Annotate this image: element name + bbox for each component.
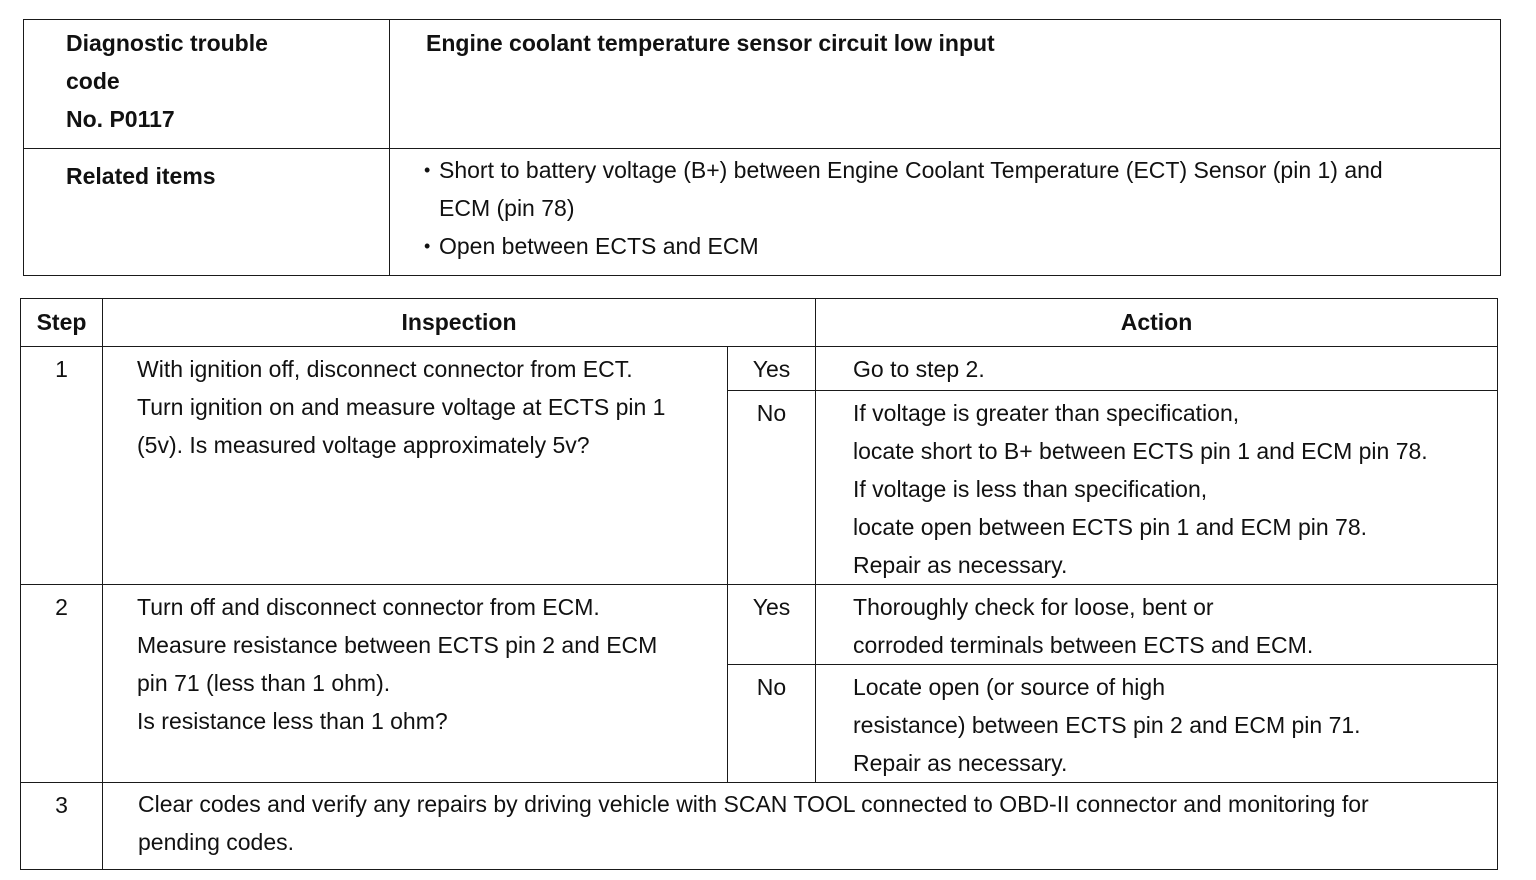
step-inspection bbox=[103, 783, 1498, 870]
step-number: 2 bbox=[21, 585, 103, 783]
step-row-2-yes bbox=[21, 585, 1498, 665]
related-items-list bbox=[390, 149, 1501, 276]
column-header-step: Step bbox=[21, 299, 103, 347]
inspection-line: Turn ignition on and measure voltage at ECTS pin 1 bbox=[137, 394, 666, 420]
dtc-header-table bbox=[23, 19, 1501, 276]
yes-action bbox=[816, 347, 1498, 391]
inspection-line: Turn off and disconnect connector from ECM. bbox=[137, 594, 600, 620]
step-number: 3 bbox=[21, 783, 103, 870]
dtc-description bbox=[390, 20, 1501, 149]
dtc-row bbox=[24, 20, 1501, 149]
step-inspection bbox=[103, 347, 728, 585]
no-label: No bbox=[728, 665, 816, 783]
dtc-code-line: No. P0117 bbox=[66, 106, 175, 132]
action-line: locate open between ECTS pin 1 and ECM pin 78. bbox=[853, 514, 1368, 540]
step-inspection bbox=[103, 585, 728, 783]
inspection-line: pin 71 (less than 1 ohm). bbox=[137, 670, 391, 696]
related-items-label: Related items bbox=[66, 163, 216, 189]
related-item-line: ECM (pin 78) bbox=[439, 195, 575, 221]
yes-label: Yes bbox=[728, 585, 816, 665]
action-line: Repair as necessary. bbox=[853, 552, 1068, 578]
dtc-description-text: Engine coolant temperature sensor circuit low input bbox=[426, 30, 995, 56]
inspection-line: Measure resistance between ECTS pin 2 and ECM bbox=[137, 632, 658, 658]
action-line: resistance) between ECTS pin 2 and ECM pin 71. bbox=[853, 712, 1361, 738]
inspection-line: pending codes. bbox=[138, 829, 295, 855]
related-items-label-cell bbox=[24, 149, 390, 276]
bullet-icon: • bbox=[424, 160, 431, 180]
related-item bbox=[424, 227, 1486, 265]
dtc-label-line: Diagnostic trouble bbox=[66, 30, 268, 56]
inspection-line: Is resistance less than 1 ohm? bbox=[137, 708, 448, 734]
dtc-label-line: code bbox=[66, 68, 120, 94]
action-line: If voltage is less than specification, bbox=[853, 476, 1208, 502]
action-line: locate short to B+ between ECTS pin 1 and ECM pin 78. bbox=[853, 438, 1428, 464]
bullet-icon: • bbox=[424, 236, 431, 256]
inspection-line: Clear codes and verify any repairs by driving vehicle with SCAN TOOL connected to OBD-II connector and monitoring for bbox=[138, 791, 1369, 817]
action-line: Repair as necessary. bbox=[853, 750, 1068, 776]
column-header-action: Action bbox=[816, 299, 1498, 347]
step-row-1-yes bbox=[21, 347, 1498, 391]
action-line: If voltage is greater than specification, bbox=[853, 400, 1240, 426]
yes-action bbox=[816, 585, 1498, 665]
no-label: No bbox=[728, 391, 816, 585]
column-header-inspection: Inspection bbox=[103, 299, 816, 347]
action-line: Thoroughly check for loose, bent or bbox=[853, 594, 1214, 620]
dtc-label-cell bbox=[24, 20, 390, 149]
yes-label: Yes bbox=[728, 347, 816, 391]
inspection-line: With ignition off, disconnect connector from ECT. bbox=[137, 356, 633, 382]
steps-header-row bbox=[21, 299, 1498, 347]
related-item-line: Open between ECTS and ECM bbox=[439, 233, 759, 259]
diagnostic-steps-table bbox=[20, 298, 1498, 870]
related-items-row bbox=[24, 149, 1501, 276]
inspection-line: (5v). Is measured voltage approximately 5v? bbox=[137, 432, 590, 458]
no-action bbox=[816, 665, 1498, 783]
no-action bbox=[816, 391, 1498, 585]
action-line: Locate open (or source of high bbox=[853, 674, 1165, 700]
step-number: 1 bbox=[21, 347, 103, 585]
step-row-3 bbox=[21, 783, 1498, 870]
related-item bbox=[424, 151, 1486, 227]
related-item-line: Short to battery voltage (B+) between Engine Coolant Temperature (ECT) Sensor (pin 1) and bbox=[439, 157, 1383, 183]
action-line: Go to step 2. bbox=[853, 356, 985, 382]
action-line: corroded terminals between ECTS and ECM. bbox=[853, 632, 1314, 658]
